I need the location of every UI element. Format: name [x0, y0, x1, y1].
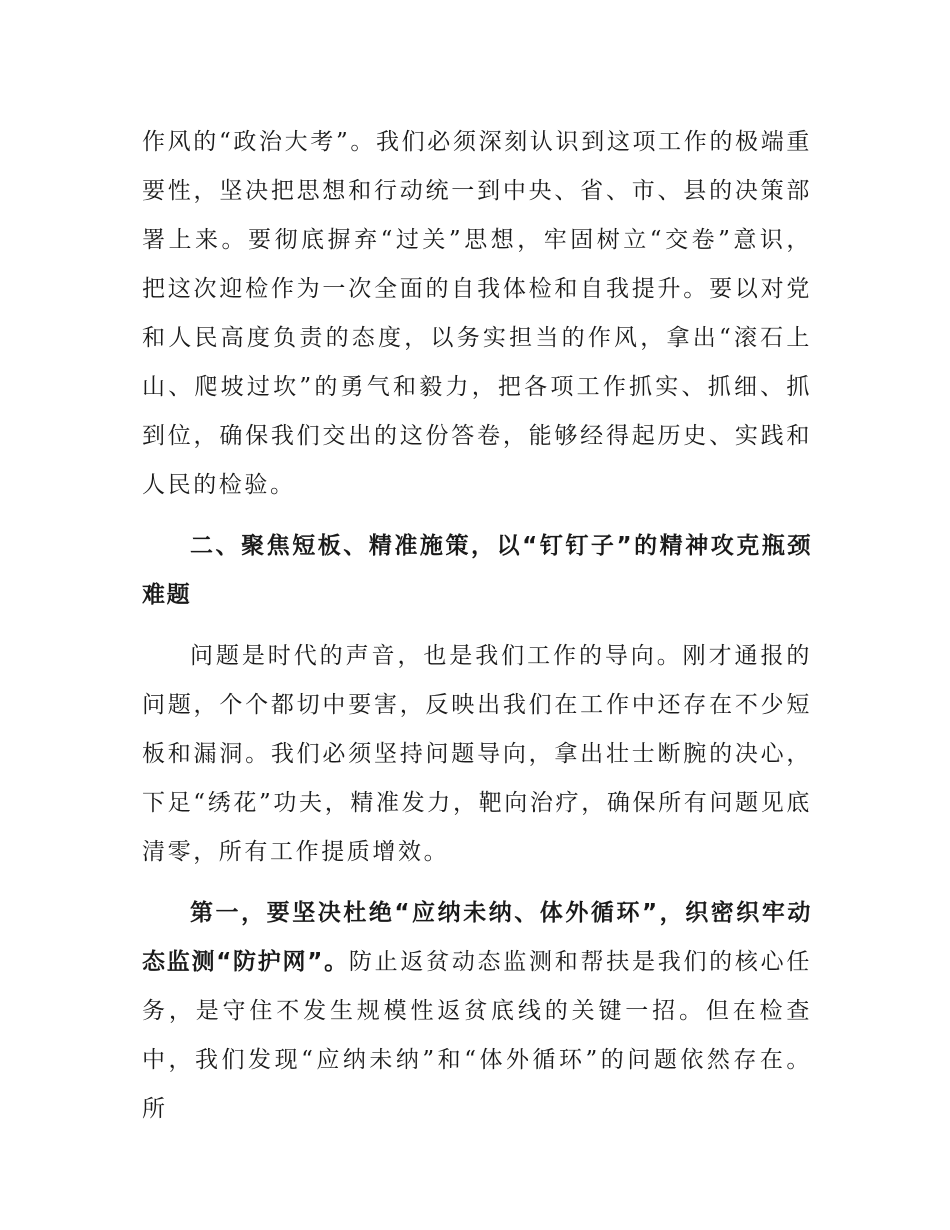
paragraph-body-2: 问题是时代的声音，也是我们工作的导向。刚才通报的问题，个个都切中要害，反映出我们在工作中还存在不少短板和漏洞。我们必须坚持问题导向，拿出壮士断腕的决心，下足“绣花”功夫，精准发力，靶向治疗，确保所有问题见底清零，所有工作提质增效。 [142, 643, 812, 865]
document-page [142, 118, 812, 1134]
paragraph-lead-sentence: 第一，要坚决杜绝“应纳未纳、体外循环”，织密织牢动态监测“防护网”。 [142, 900, 812, 975]
section-heading-2: 二、聚焦短板、精准施策，以“钉钉子”的精神攻克瓶颈难题 [142, 533, 812, 608]
paragraph-body-1: 作风的“政治大考”。我们必须深刻认识到这项工作的极端重要性，坚决把思想和行动统一到中央、省、市、县的决策部署上来。要彻底摒弃“过关”思想，牢固树立“交卷”意识，把这次迎检作为一次全面的自我体检和自我提升。要以对党和人民高度负责的态度，以务实担当的作风，拿出“滚石上山、爬坡过坎”的勇气和毅力，把各项工作抓实、抓细、抓到位，确保我们交出的这份答卷，能够经得起历史、实践和人民的检验。 [142, 129, 812, 498]
paragraph-body-3-text: 防止返贫动态监测和帮扶是我们的核心任务，是守住不发生规模性返贫底线的关键一招。但在检查中，我们发现“应纳未纳”和“体外循环”的问题依然存在。所 [142, 949, 812, 1122]
paragraph-body-3 [142, 889, 812, 1134]
